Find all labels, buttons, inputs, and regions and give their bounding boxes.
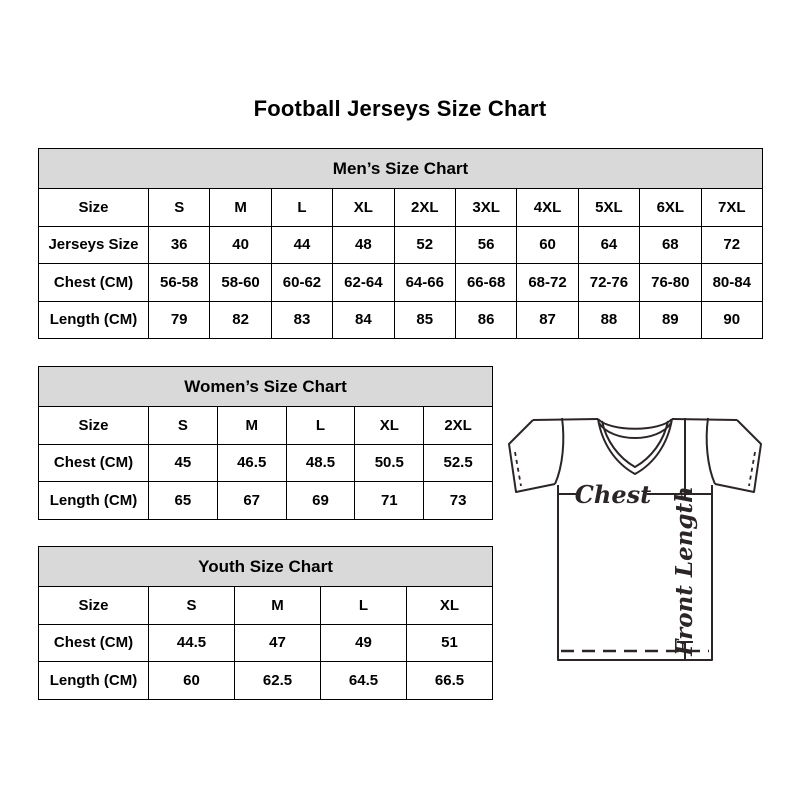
- size-value-cell: 2XL: [394, 189, 455, 227]
- size-value-cell: 60: [149, 662, 235, 700]
- table-row: [39, 301, 763, 339]
- youth-header-row: [39, 547, 493, 587]
- jersey-collar-outer-v: [598, 419, 672, 474]
- size-value-cell: 86: [455, 301, 516, 339]
- size-value-cell: XL: [355, 407, 424, 445]
- table-row: [39, 662, 493, 700]
- size-value-cell: 88: [578, 301, 639, 339]
- size-value-cell: L: [286, 407, 355, 445]
- size-value-cell: L: [271, 189, 332, 227]
- jersey-measurement-diagram: [505, 410, 771, 672]
- size-value-cell: 3XL: [455, 189, 516, 227]
- jersey-right-armhole: [707, 418, 715, 484]
- size-value-cell: 52.5: [424, 444, 493, 482]
- row-header-cell: Size: [39, 587, 149, 625]
- size-value-cell: 67: [217, 482, 286, 520]
- page-title: Football Jerseys Size Chart: [253, 96, 547, 121]
- size-value-cell: 50.5: [355, 444, 424, 482]
- size-value-cell: 76-80: [640, 264, 701, 302]
- size-value-cell: 72-76: [578, 264, 639, 302]
- size-value-cell: 5XL: [578, 189, 639, 227]
- table-row: [39, 624, 493, 662]
- size-value-cell: XL: [333, 189, 394, 227]
- row-header-cell: Size: [39, 189, 149, 227]
- mens-header-row: [39, 149, 763, 189]
- size-value-cell: 40: [210, 226, 271, 264]
- size-value-cell: 64: [578, 226, 639, 264]
- size-value-cell: 56-58: [149, 264, 210, 302]
- womens-header-row: [39, 367, 493, 407]
- row-header-cell: Length (CM): [39, 662, 149, 700]
- size-value-cell: 73: [424, 482, 493, 520]
- size-value-cell: 4XL: [517, 189, 578, 227]
- size-value-cell: 71: [355, 482, 424, 520]
- size-value-cell: 60: [517, 226, 578, 264]
- size-value-cell: 66.5: [407, 662, 493, 700]
- size-value-cell: 2XL: [424, 407, 493, 445]
- row-header-cell: Length (CM): [39, 482, 149, 520]
- size-value-cell: 48: [333, 226, 394, 264]
- table-row: [39, 444, 493, 482]
- size-value-cell: 80-84: [701, 264, 762, 302]
- size-value-cell: L: [321, 587, 407, 625]
- size-value-cell: 48.5: [286, 444, 355, 482]
- row-header-cell: Jerseys Size: [39, 226, 149, 264]
- size-value-cell: 89: [640, 301, 701, 339]
- jersey-right-shoulder: [672, 419, 737, 420]
- row-header-cell: Length (CM): [39, 301, 149, 339]
- size-value-cell: M: [217, 407, 286, 445]
- jersey-right-cuff-stitch: [749, 452, 755, 486]
- table-row: [39, 587, 493, 625]
- size-value-cell: 87: [517, 301, 578, 339]
- size-value-cell: 90: [701, 301, 762, 339]
- youth-table-title: Youth Size Chart: [39, 547, 493, 587]
- size-value-cell: 51: [407, 624, 493, 662]
- table-row: [39, 264, 763, 302]
- size-value-cell: 7XL: [701, 189, 762, 227]
- jersey-left-shoulder: [533, 419, 598, 420]
- size-value-cell: 49: [321, 624, 407, 662]
- chest-label: Chest: [574, 480, 652, 509]
- womens-size-table: [38, 366, 493, 520]
- size-value-cell: 58-60: [210, 264, 271, 302]
- size-value-cell: 47: [235, 624, 321, 662]
- table-row: [39, 226, 763, 264]
- size-value-cell: 66-68: [455, 264, 516, 302]
- mens-table-title: Men’s Size Chart: [39, 149, 763, 189]
- size-value-cell: 36: [149, 226, 210, 264]
- size-value-cell: 68-72: [517, 264, 578, 302]
- size-value-cell: 85: [394, 301, 455, 339]
- table-row: [39, 407, 493, 445]
- size-value-cell: 72: [701, 226, 762, 264]
- size-value-cell: 44.5: [149, 624, 235, 662]
- size-value-cell: 64-66: [394, 264, 455, 302]
- front-length-label: Front Length: [671, 486, 698, 656]
- size-value-cell: 82: [210, 301, 271, 339]
- size-value-cell: 46.5: [217, 444, 286, 482]
- size-value-cell: 65: [149, 482, 218, 520]
- size-value-cell: M: [235, 587, 321, 625]
- jersey-collar-top-curve: [598, 419, 672, 429]
- size-value-cell: 83: [271, 301, 332, 339]
- size-value-cell: S: [149, 587, 235, 625]
- size-value-cell: 84: [333, 301, 394, 339]
- size-value-cell: 56: [455, 226, 516, 264]
- size-value-cell: 69: [286, 482, 355, 520]
- size-value-cell: 52: [394, 226, 455, 264]
- size-value-cell: 68: [640, 226, 701, 264]
- size-value-cell: 6XL: [640, 189, 701, 227]
- jersey-left-armhole: [555, 418, 563, 484]
- size-value-cell: S: [149, 407, 218, 445]
- table-row: [39, 482, 493, 520]
- table-row: [39, 189, 763, 227]
- row-header-cell: Chest (CM): [39, 444, 149, 482]
- youth-size-table: [38, 546, 493, 700]
- jersey-left-cuff-stitch: [515, 452, 521, 486]
- jersey-left-sleeve: [509, 420, 555, 492]
- row-header-cell: Size: [39, 407, 149, 445]
- size-value-cell: 79: [149, 301, 210, 339]
- size-value-cell: 64.5: [321, 662, 407, 700]
- womens-table-title: Women’s Size Chart: [39, 367, 493, 407]
- row-header-cell: Chest (CM): [39, 264, 149, 302]
- size-value-cell: 62.5: [235, 662, 321, 700]
- size-value-cell: 44: [271, 226, 332, 264]
- size-value-cell: 60-62: [271, 264, 332, 302]
- jersey-right-sleeve: [715, 420, 761, 492]
- mens-size-table: [38, 148, 763, 339]
- size-value-cell: S: [149, 189, 210, 227]
- size-value-cell: 62-64: [333, 264, 394, 302]
- row-header-cell: Chest (CM): [39, 624, 149, 662]
- size-value-cell: M: [210, 189, 271, 227]
- size-value-cell: XL: [407, 587, 493, 625]
- size-value-cell: 45: [149, 444, 218, 482]
